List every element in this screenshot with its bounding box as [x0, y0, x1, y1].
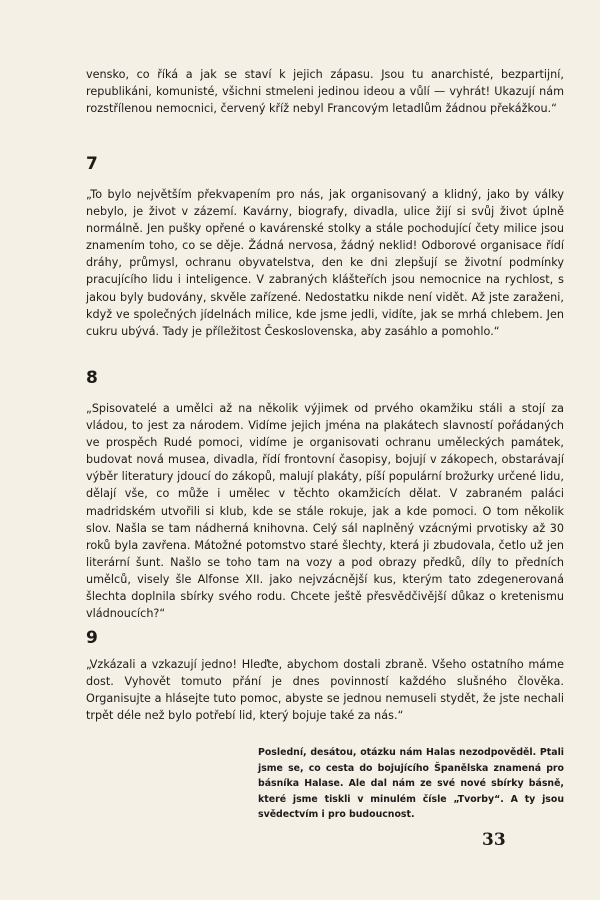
section-9-text: „Vzkázali a vzkazují jedno! Hleďte, abychom dostali zbraně. Všeho ostatního máme dost. Vyhovět tomuto přání je dnes povinností každého slušného člověka. Organisujte a hlásejte tuto pomoc, abyste se jednou nemuseli stydět, že jste nechali trpět déle než bylo potřebí lid, který bojuje také za nás.“: [86, 658, 564, 723]
section-number-9: 9: [86, 628, 98, 648]
page-number: 33: [482, 830, 506, 850]
section-8-text: „Spisovatelé a umělci až na několik výjimek od prvého okamžiku stáli a stojí za vládou, to jest za národem. Vidíme jejich jména na plakátech slavností pořádaných ve prospěch Rudé pomoci, vidíme je organisovati ochranu uměleckých památek, budovat nová musea, divadla, řídí frontovní časopisy, bojují v zákopech, obstarávají výběr literatury jdoucí do zákopů, malují plakáty, píší populární brožurky určené lidu, dělají vše, co může i umělec v těchto okamžicích dělat. V zabraném paláci madridském utvořili si klub, kde se stále rokuje, jak a kde pomoci. O tom několik slov. Našla se tam nádherná knihovna. Celý sál naplněný vzácnými prvotisky až 30 roků byla zavřena. Mátožné potomstvo staré šlechty, která ji zbudovala, četlo už jen literární šunt. Našlo se toho tam na vozy a pod obrazy předků, díly to předních umělců, visely šle Alfonse XII. jako nejvzácnější kus, kterým tato zdegenerovaná šlechta doplnila sbírky svého rodu. Chcete ještě přesvědčivější důkaz o kretenismu vládnoucích?“: [86, 402, 564, 621]
closing-note: Poslední, desátou, otázku nám Halas nezodpověděl. Ptali jsme se, co cesta do bojujícího Španělska znamená pro básníka Halase. Ale dal nám ze své nové sbírky básně, které jsme tiskli v minulém čísle „Tvorby“. A ty jsou svědectvím i pro budoucnost.: [258, 747, 564, 821]
top-paragraph: vensko, co říká a jak se staví k jejich zápasu. Jsou tu anarchisté, bezpartijní, republikáni, komunisté, všichni stmeleni jedinou ideou a vůlí — vyhrát! Ukazují nám rozstřílenou nemocnici, červený kříž nebyl Francovým letadlům žádnou překážkou.“: [86, 68, 564, 116]
section-number-8: 8: [86, 368, 98, 388]
section-number-7: 7: [86, 154, 98, 174]
section-7-text: „To bylo největším překvapením pro nás, jak organisovaný a klidný, jako by války nebylo, je život v zázemí. Kavárny, biografy, divadla, ulice žijí si svůj život úplně normálně. Jen pušky opřené o kavárenské stolky a stále pochodující čety milice jsou znamením toho, co se děje. Žádná nervosa, žádný neklid! Odborové organisace řídí dráhy, průmysl, ochranu obyvatelstva, den ke dni zlepšují se životní podmínky pracujícího lidu i inteligence. V zabraných klášteřích jsou nemocnice na rychlost, s jakou byly budovány, skvěle zařízené. Nedostatku nikde není vidět. Až jste zaraženi, když ve společných jídelnách milice, kde jsme jedli, vidíte, jak se mrhá chlebem. Jen cukru ubývá. Tady je příležitost Československa, aby zasáhlo a pomohlo.“: [86, 188, 564, 338]
